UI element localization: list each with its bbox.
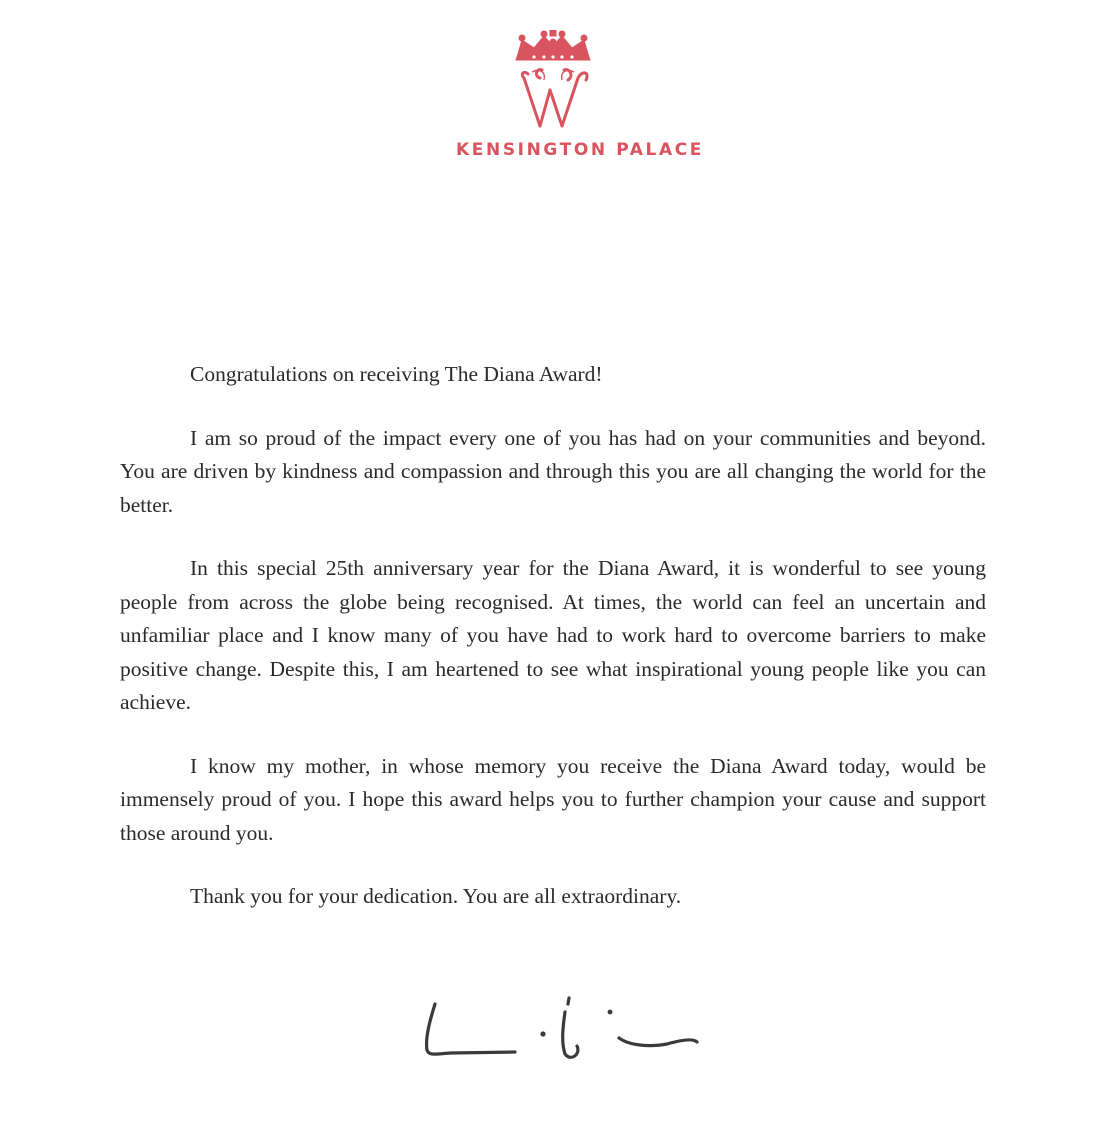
letter-paragraph-greeting: Congratulations on receiving The Diana Award! [190,362,603,386]
letter-paragraph-mother: I know my mother, in whose memory you receive the Diana Award today, would be immensely proud of you. I hope this award helps you to further champion your cause and support those around you. [120,753,986,845]
letter-paragraph-anniversary: In this special 25th anniversary year for the Diana Award, it is wonderful to see young people from across the globe being recognised. At times, the world can feel an uncertain and unfamiliar place and I know many of you have had to work hard to overcome barriers to make positive change. Despite this, I am heartened to see what inspirational young people like you can achieve. [120,556,986,714]
crowned-w-cypher-icon [506,30,600,134]
org-name: KENSINGTON PALACE [456,140,704,160]
letter-body [120,358,986,914]
handwritten-signature-icon [405,990,705,1080]
letter-paragraph-impact: I am so proud of the impact every one of you has had on your communities and beyond. You are driven by kindness and compassion and through this you are all changing the world for the better. [120,425,986,517]
letter-paragraph-thanks: Thank you for your dedication. You are all extraordinary. [190,884,682,908]
letterhead [0,30,1109,170]
